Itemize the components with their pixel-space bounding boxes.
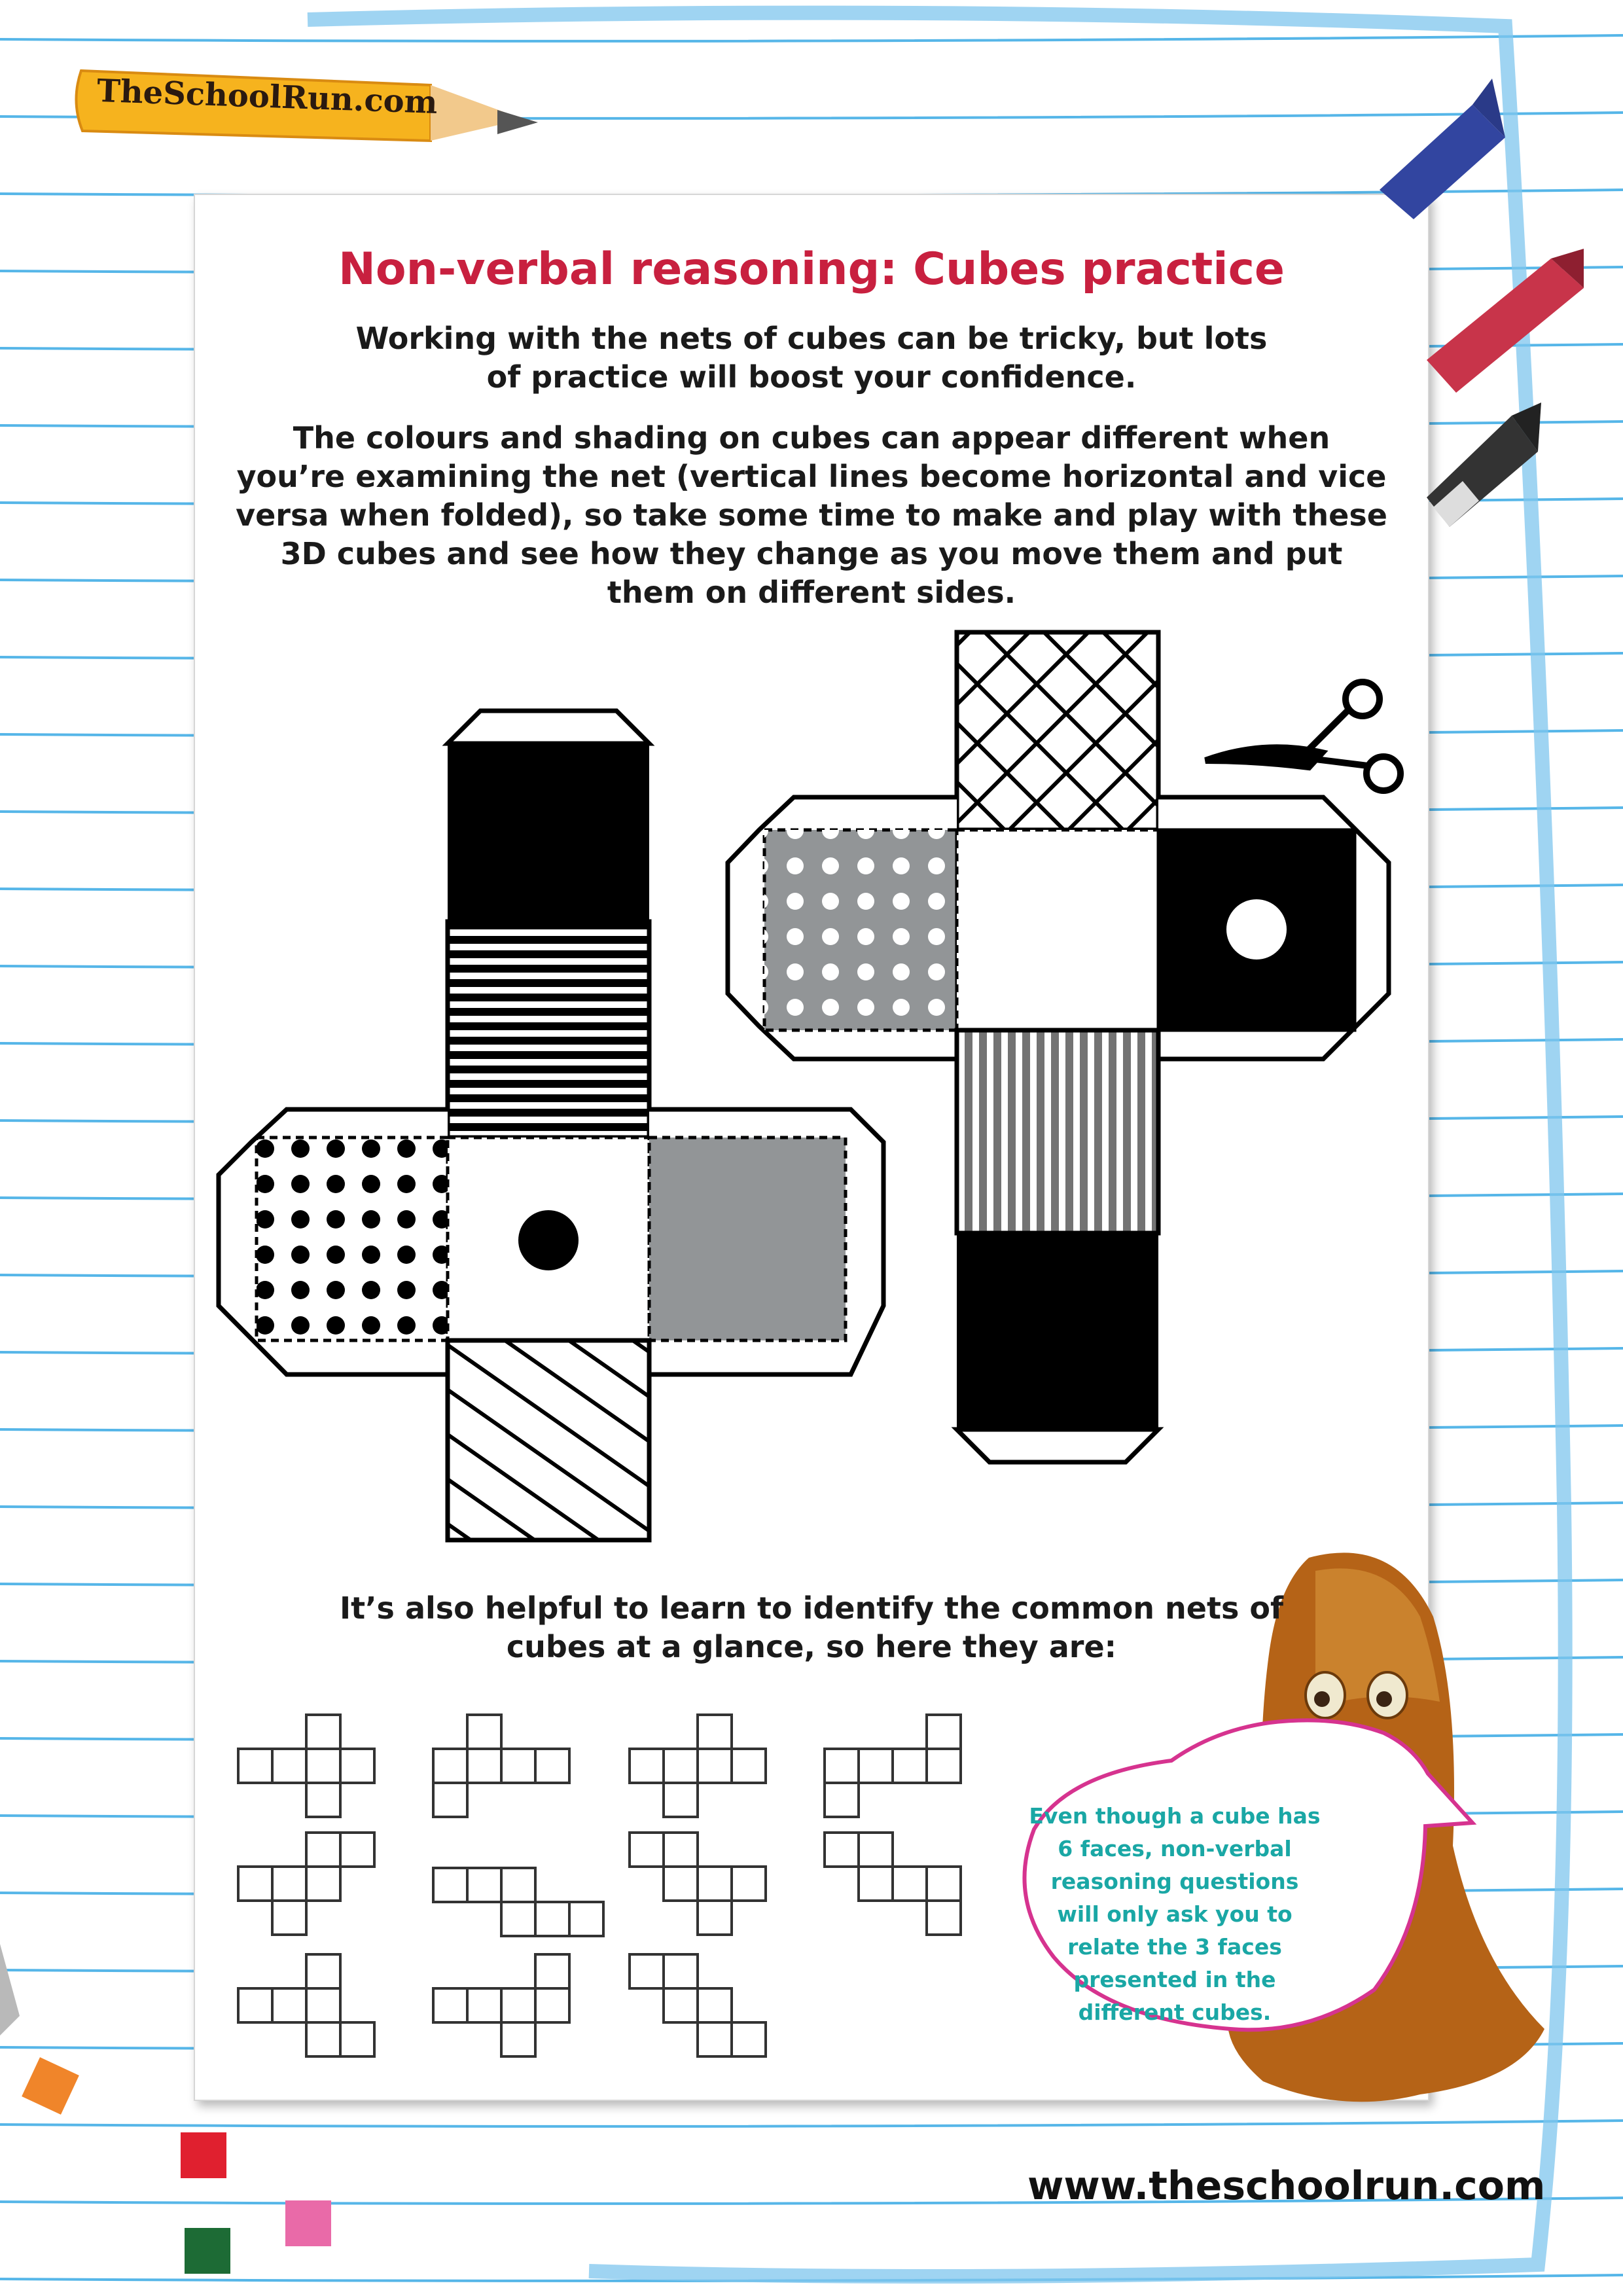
net-square — [501, 1749, 535, 1783]
small-net — [433, 1715, 569, 1817]
net-square — [664, 1988, 698, 2022]
net-square — [825, 1833, 859, 1867]
net-square — [630, 1749, 664, 1783]
net-square — [272, 1749, 306, 1783]
net-square — [501, 1902, 535, 1936]
net-square — [664, 1954, 698, 1988]
net-square — [535, 1988, 569, 2022]
net-square — [467, 1749, 501, 1783]
net-square — [825, 1749, 859, 1783]
black-dots-face — [257, 1138, 448, 1340]
net-square — [306, 2022, 340, 2056]
small-net — [238, 1833, 374, 1935]
net-square — [272, 1988, 306, 2022]
net-square — [306, 1715, 340, 1749]
confetti-square — [285, 2200, 331, 2246]
net-square — [859, 1833, 893, 1867]
net-square — [501, 1988, 535, 2022]
net-square — [535, 1954, 569, 1988]
black-face — [957, 1233, 1158, 1429]
page-title: Non-verbal reasoning: Cubes practice — [338, 243, 1285, 295]
net-square — [433, 1749, 467, 1783]
vertical-stripes-face — [957, 1030, 1158, 1233]
explanation-text: The colours and shading on cubes can appear different when you’re examining the net (vertical lines become horizontal and vice versa when folded), so take some time to make and play with these 3D cubes and see how they change as you move them and put them on different sides. — [236, 420, 1387, 610]
net-square — [306, 1833, 340, 1867]
net-square — [664, 1783, 698, 1817]
glue-tab — [957, 1429, 1158, 1462]
net-square — [467, 1868, 501, 1902]
horizontal-stripes-face — [448, 922, 649, 1138]
footer-website-link[interactable]: www.theschoolrun.com — [1027, 2163, 1546, 2209]
net-square — [732, 1867, 766, 1901]
site-logo[interactable]: TheSchoolRun.com — [96, 72, 438, 122]
net-square — [433, 1988, 467, 2022]
net-square — [306, 1867, 340, 1901]
net-square — [272, 1901, 306, 1935]
net-square — [698, 1988, 732, 2022]
net-square — [340, 2022, 374, 2056]
crosshatch-face — [957, 632, 1158, 830]
net-square — [698, 2022, 732, 2056]
net-square — [630, 1954, 664, 1988]
net-square — [859, 1867, 893, 1901]
black-face — [448, 744, 649, 897]
grey-face — [649, 1138, 846, 1340]
net-square — [433, 1783, 467, 1817]
net-square — [238, 1988, 272, 2022]
blank-face — [957, 830, 1158, 1030]
net-square — [732, 1749, 766, 1783]
net-square — [664, 1833, 698, 1867]
net-square — [535, 1902, 569, 1936]
confetti-square — [181, 2132, 226, 2178]
net-square — [306, 1783, 340, 1817]
net-square — [630, 1833, 664, 1867]
net-square — [664, 1867, 698, 1901]
net-square — [698, 1715, 732, 1749]
net-square — [927, 1715, 961, 1749]
net-square — [238, 1867, 272, 1901]
net-square — [501, 2022, 535, 2056]
net-square — [927, 1749, 961, 1783]
net-square — [893, 1749, 927, 1783]
net-square — [664, 1749, 698, 1783]
small-net — [630, 1833, 766, 1935]
confetti-square — [185, 2228, 230, 2274]
net-square — [893, 1867, 927, 1901]
small-net — [825, 1715, 961, 1817]
net-square — [340, 1749, 374, 1783]
net-square — [927, 1867, 961, 1901]
net-square — [306, 1749, 340, 1783]
small-net — [825, 1833, 961, 1935]
net-square — [306, 1954, 340, 1988]
net-square — [825, 1783, 859, 1817]
net-square — [698, 1867, 732, 1901]
blue-crayon-icon — [1380, 79, 1505, 219]
nets-intro-text: It’s also helpful to learn to identify the common nets of cubes at a glance, so here they are: — [339, 1590, 1284, 1664]
glue-tab — [448, 711, 649, 744]
net-square — [535, 1749, 569, 1783]
intro-text: Working with the nets of cubes can be tricky, but lots of practice will boost your confidence. — [355, 321, 1268, 395]
net-square — [340, 1833, 374, 1867]
net-square — [569, 1902, 603, 1936]
net-square — [238, 1749, 272, 1783]
speech-bubble-text: Even though a cube has 6 faces, non-verbal reasoning questions will only ask you to relate the 3 faces presented in the different cubes. — [1029, 1803, 1321, 2025]
small-net — [238, 1954, 374, 2056]
small-net — [433, 1954, 569, 2056]
diagonal-stripes-face — [448, 1340, 649, 1540]
net-square — [467, 1988, 501, 2022]
net-square — [501, 1868, 535, 1902]
net-square — [698, 1749, 732, 1783]
net-square — [698, 1901, 732, 1935]
small-net — [433, 1868, 603, 1936]
net-square — [732, 2022, 766, 2056]
scissors-icon — [1205, 682, 1400, 791]
net-square — [272, 1867, 306, 1901]
common-nets-grid — [238, 1715, 961, 2056]
small-net — [238, 1715, 374, 1817]
net-square — [433, 1868, 467, 1902]
net-square — [467, 1715, 501, 1749]
black-crayon-icon — [1427, 403, 1541, 527]
small-net — [630, 1954, 766, 2056]
net-square — [306, 1988, 340, 2022]
confetti-square — [22, 2057, 79, 2115]
net-square — [927, 1901, 961, 1935]
grey-arrow-decoration — [0, 1944, 20, 2036]
net-square — [859, 1749, 893, 1783]
small-net — [630, 1715, 766, 1817]
